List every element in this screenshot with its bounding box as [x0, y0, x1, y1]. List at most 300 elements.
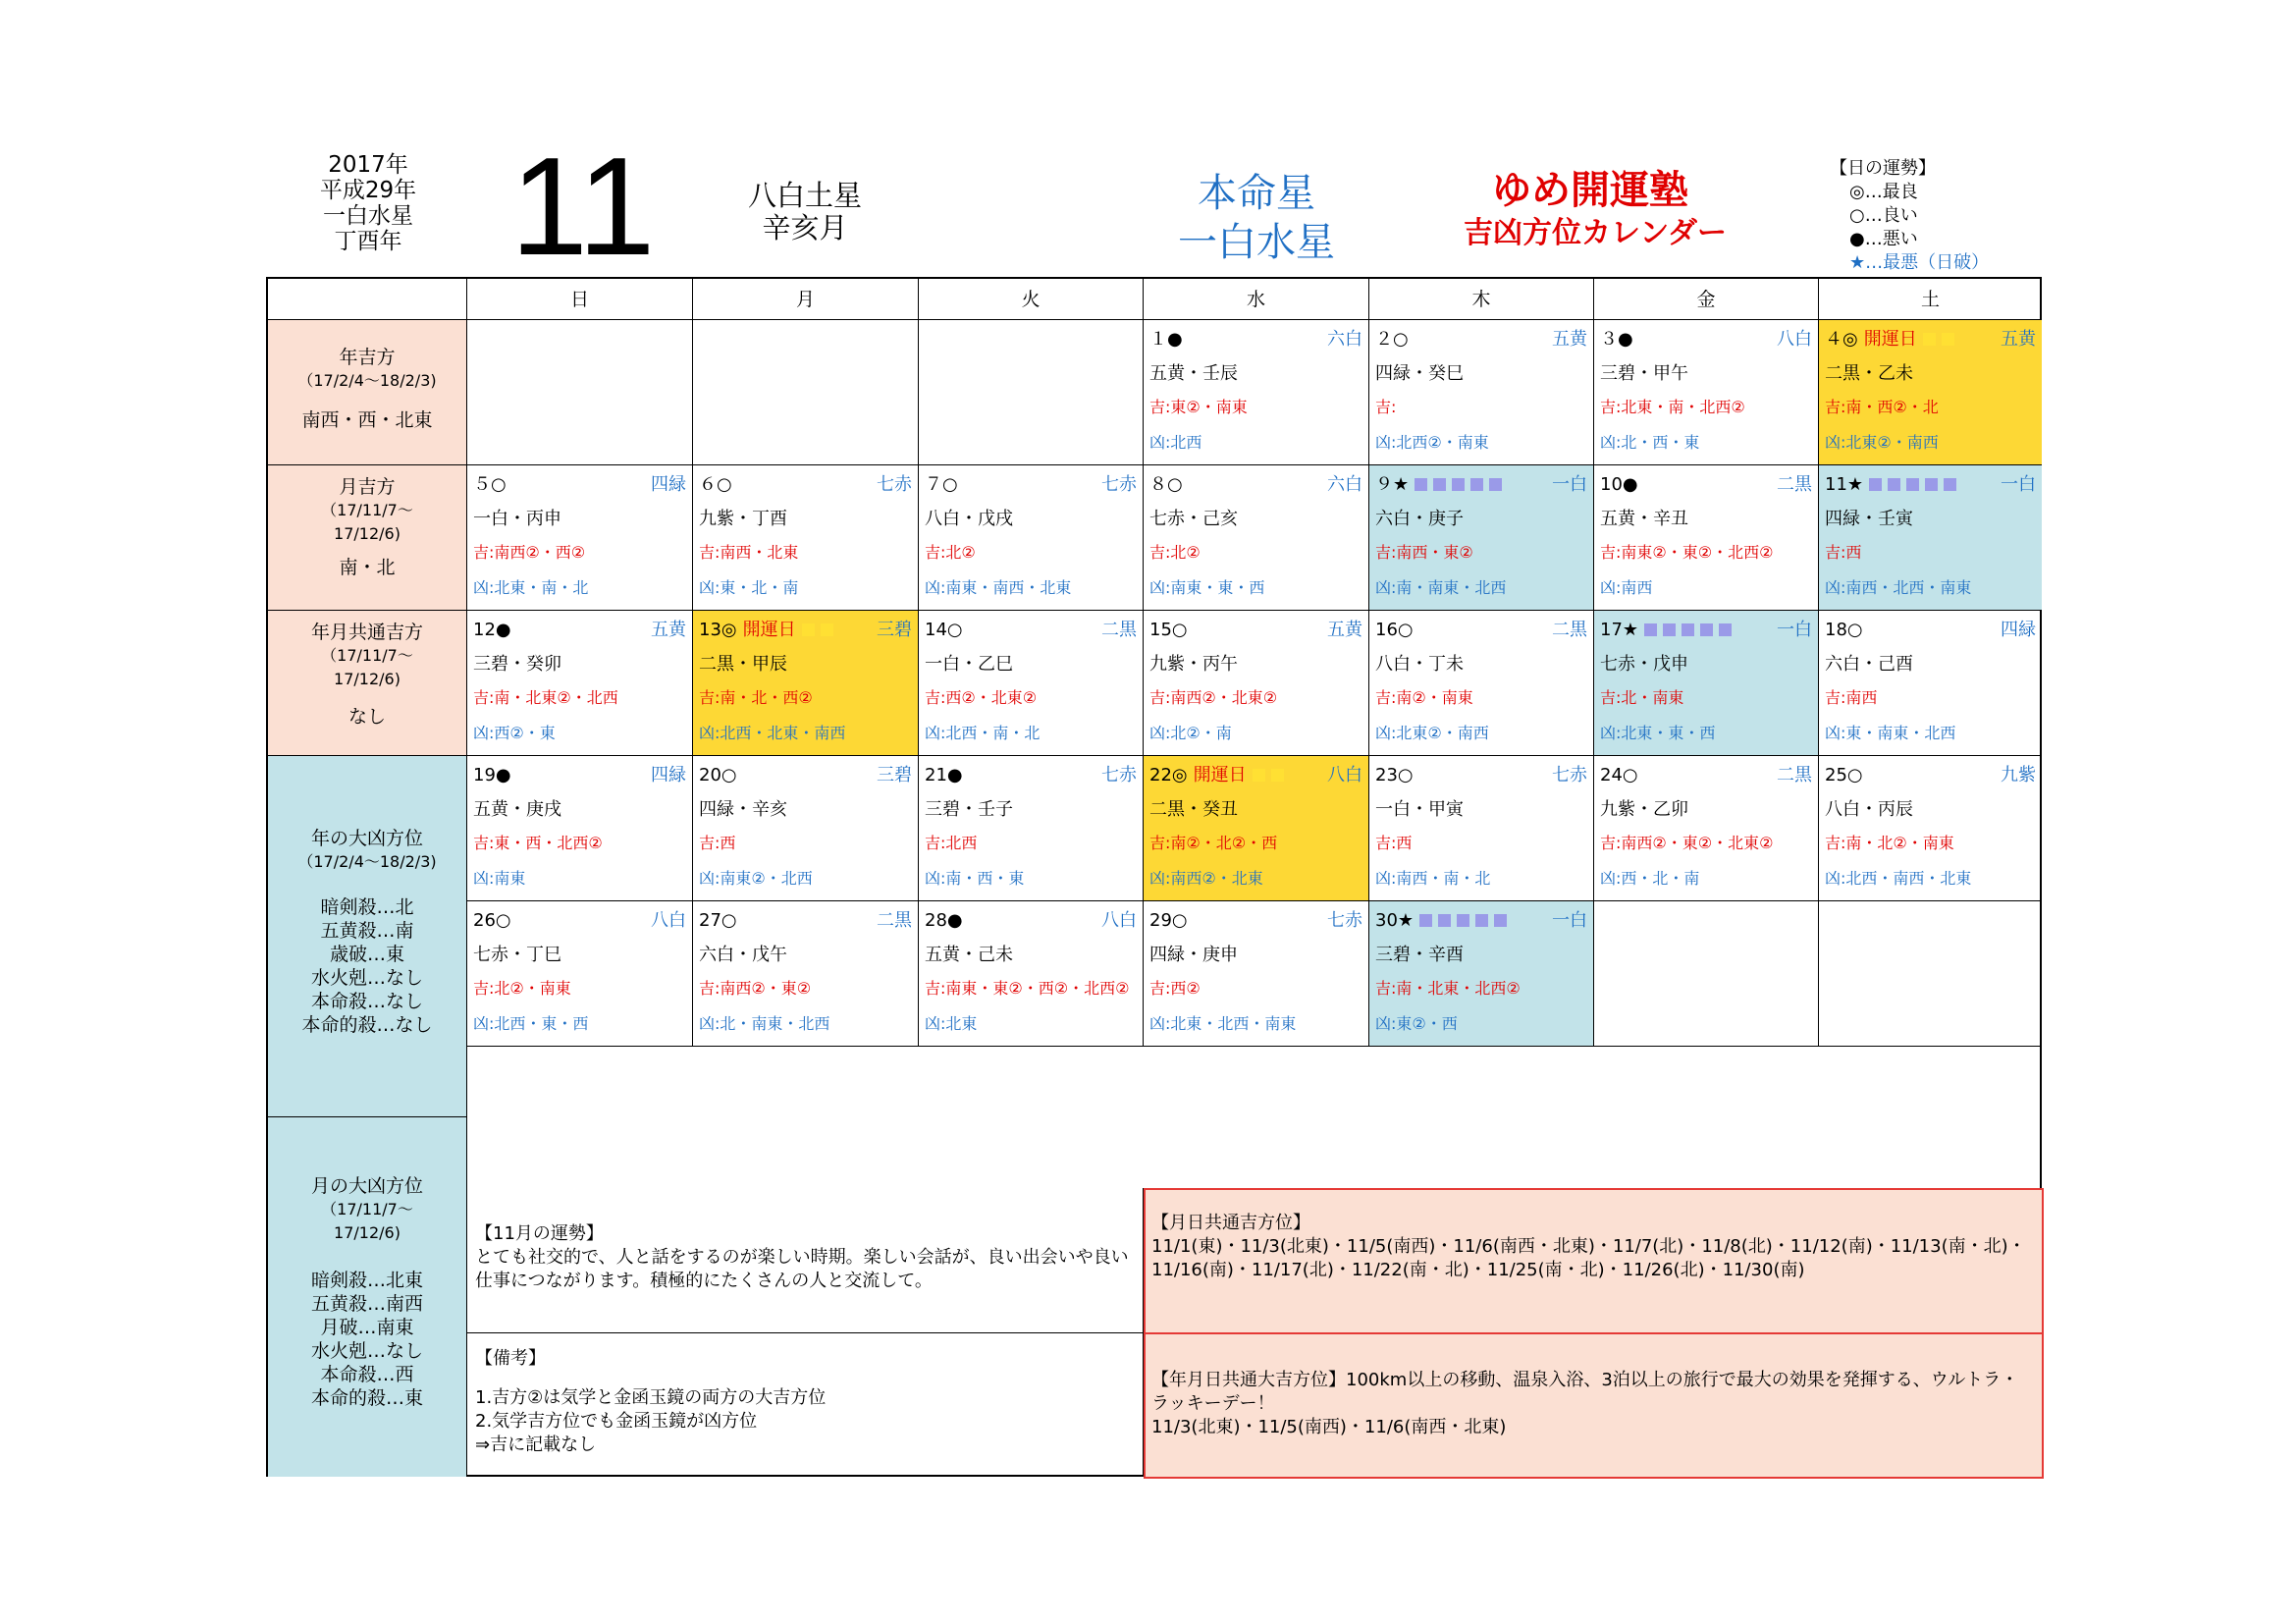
day-header — [1825, 617, 2036, 644]
monthly-fortune-text: とても社交的で、人と話をするのが楽しい時期。楽しい会話が、良い出会いや良い仕事につながります。積極的にたくさんの人と交流して。 — [475, 1247, 1129, 1291]
common-kichi-range: （17/11/7～ — [321, 646, 413, 665]
month-kichi-title: 月吉方 — [339, 476, 396, 498]
day-cell — [1594, 320, 1819, 465]
day-cell — [1369, 320, 1594, 465]
day-kyou: 凶:北東②・南西 — [1825, 433, 1939, 452]
year-kichi-title: 年吉方 — [339, 347, 396, 368]
day-kanshi: 四緑・庚申 — [1149, 945, 1238, 965]
day-number: ３● — [1600, 329, 1633, 350]
square-mark — [1942, 333, 1954, 346]
day-header — [925, 471, 1137, 499]
day-cell — [1594, 756, 1819, 901]
weekday-header: 火 — [919, 279, 1144, 320]
day-kyou: 凶:南・南東・北西 — [1375, 578, 1507, 597]
day-kyou: 凶:北東 — [925, 1014, 978, 1033]
month-star-line: 八白土星 — [747, 179, 862, 212]
day-kyou: 凶:南東・南西・北東 — [925, 578, 1072, 597]
day-kyou: 凶:北②・南 — [1149, 724, 1232, 742]
day-kichi: 吉:南・北東②・北西 — [473, 688, 618, 707]
day-kanshi: 七赤・戊申 — [1600, 654, 1688, 675]
month-daikyou-item: 本命殺…西 — [320, 1364, 414, 1385]
common-kichi-title: 年月共通吉方 — [310, 622, 423, 643]
square-mark — [1271, 769, 1284, 782]
day-kanshi: 九紫・乙卯 — [1600, 799, 1688, 820]
day-number: 13◎ — [699, 620, 737, 640]
day-number: 17★ — [1600, 620, 1639, 640]
day-star: 九紫 — [2001, 765, 2036, 785]
day-cell — [1369, 465, 1594, 611]
remarks-line: 2.気学吉方位でも金函玉鏡が凶方位 — [475, 1411, 758, 1432]
day-star: 一白 — [1777, 620, 1812, 640]
day-cell — [1369, 611, 1594, 756]
day-kanshi: 五黄・辛丑 — [1600, 509, 1688, 529]
day-number: ４◎ — [1825, 329, 1858, 350]
day-kyou: 凶:東・南東・北西 — [1825, 724, 1956, 742]
day-kichi: 吉:東②・南東 — [1149, 398, 1248, 416]
day-kyou: 凶:南西②・北東 — [1149, 869, 1263, 888]
remarks-line: 1.吉方②は気学と金函玉鏡の両方の大吉方位 — [475, 1387, 827, 1408]
day-kyou: 凶:南西・南・北 — [1375, 869, 1491, 888]
year-daikyou-item: 五黄殺…南 — [320, 920, 414, 942]
day-kichi: 吉:西② — [1149, 979, 1201, 998]
day-kyou: 凶:西・北・南 — [1600, 869, 1700, 888]
month-daikyou-range: 17/12/6) — [334, 1223, 400, 1242]
day-number: ２○ — [1375, 329, 1409, 350]
highlight-squares — [802, 620, 839, 640]
legend-item: ★…最悪（日破） — [1849, 252, 1990, 273]
day-number: 28● — [925, 910, 963, 931]
square-mark — [1700, 623, 1713, 636]
day-header — [1149, 762, 1362, 789]
day-star: 四緑 — [651, 765, 686, 785]
year-daikyou-range: （17/2/4～18/2/3) — [297, 852, 437, 871]
day-number: 10● — [1600, 474, 1638, 495]
day-star: 八白 — [1777, 329, 1812, 350]
legend-item: ●…悪い — [1849, 229, 1918, 249]
day-cell — [1594, 465, 1819, 611]
day-kanshi: 一白・乙巳 — [925, 654, 1013, 675]
day-kanshi: 六白・庚子 — [1375, 509, 1464, 529]
kaiun-day-label: 開運日 — [1863, 329, 1917, 350]
day-cell — [467, 611, 693, 756]
day-header — [473, 471, 686, 499]
day-kanshi: 八白・丁未 — [1375, 654, 1464, 675]
day-kyou: 凶:北・南東・北西 — [699, 1014, 830, 1033]
day-kyou: 凶:東・北・南 — [699, 578, 799, 597]
day-kanshi: 五黄・壬辰 — [1149, 363, 1238, 384]
day-kichi: 吉: — [1375, 398, 1397, 416]
monthly-fortune-title: 【11月の運勢】 — [475, 1223, 604, 1244]
day-cell — [693, 465, 919, 611]
day-kichi: 吉:南西②・西② — [473, 543, 586, 562]
day-number: 21● — [925, 765, 963, 785]
day-star: 一白 — [1552, 910, 1587, 931]
day-star: 五黄 — [651, 620, 686, 640]
corner-cell — [268, 279, 467, 320]
day-kanshi: 三碧・甲午 — [1600, 363, 1688, 384]
day-cell — [919, 901, 1144, 1047]
day-header — [1375, 762, 1587, 789]
day-star: 七赤 — [1101, 474, 1137, 495]
day-header — [699, 617, 912, 644]
day-star: 八白 — [1101, 910, 1137, 931]
year-kichi-value: 南西・西・北東 — [301, 409, 433, 431]
square-mark — [1923, 333, 1936, 346]
remarks — [467, 1333, 1144, 1477]
day-kanshi: 八白・戊戌 — [925, 509, 1013, 529]
calendar-grid — [266, 277, 2042, 1477]
day-star: 五黄 — [1552, 329, 1587, 350]
day-star: 七赤 — [877, 474, 912, 495]
month-daikyou-item: 水火剋…なし — [310, 1340, 423, 1362]
day-star: 四緑 — [2001, 620, 2036, 640]
highlight-squares — [1415, 474, 1508, 495]
day-kichi: 吉:南東②・東②・北西② — [1600, 543, 1774, 562]
day-kyou: 凶:北西・北東・南西 — [699, 724, 846, 742]
day-header — [1375, 617, 1587, 644]
day-kyou: 凶:南東②・北西 — [699, 869, 813, 888]
weekday-header: 水 — [1144, 279, 1369, 320]
year-line: 丁酉年 — [334, 229, 402, 254]
legend-item: ○…良い — [1849, 205, 1918, 226]
legend-title: 【日の運勢】 — [1830, 158, 1936, 179]
day-kanshi: 三碧・癸卯 — [473, 654, 561, 675]
year-daikyou-item: 歳破…東 — [329, 944, 404, 965]
year-daikyou-item: 暗剣殺…北 — [320, 896, 414, 918]
common-kichi-panel — [268, 611, 467, 756]
day-kyou: 凶:北・西・東 — [1600, 433, 1700, 452]
day-number: 11★ — [1825, 474, 1864, 495]
day-kichi: 吉:南・北・西② — [699, 688, 813, 707]
day-cell — [1819, 320, 2042, 465]
day-number: 18○ — [1825, 620, 1863, 640]
day-kichi: 吉:南・北東・北西② — [1375, 979, 1521, 998]
day-kichi: 吉:南②・南東 — [1375, 688, 1473, 707]
empty-cell — [467, 320, 693, 465]
highlight-squares — [1869, 474, 1962, 495]
day-star: 二黒 — [1777, 765, 1812, 785]
month-daikyou-panel — [268, 1117, 467, 1477]
day-kyou: 凶:南西 — [1600, 578, 1653, 597]
day-kyou: 凶:北西 — [1149, 433, 1202, 452]
square-mark — [1944, 478, 1956, 491]
day-kanshi: 九紫・丙午 — [1149, 654, 1238, 675]
day-cell — [467, 465, 693, 611]
day-star: 五黄 — [1327, 620, 1362, 640]
day-header — [1375, 326, 1587, 353]
month-daikyou-item: 月破…南東 — [320, 1317, 414, 1338]
day-kichi: 吉:北東・南・北西② — [1600, 398, 1745, 416]
empty-cell — [693, 320, 919, 465]
day-number: 30★ — [1375, 910, 1415, 931]
day-kichi: 吉:東・西・北西② — [473, 834, 603, 852]
square-mark — [1869, 478, 1882, 491]
honmei-star — [1148, 169, 1364, 267]
month-star — [717, 180, 893, 244]
square-mark — [1433, 478, 1446, 491]
year-daikyou-item: 本命的殺…なし — [301, 1014, 433, 1036]
square-mark — [1644, 623, 1657, 636]
year-kichi-panel — [268, 320, 467, 465]
day-kyou: 凶:北東・北西・南東 — [1149, 1014, 1297, 1033]
square-mark — [1253, 769, 1265, 782]
day-number: ８○ — [1149, 474, 1183, 495]
day-cell — [1594, 611, 1819, 756]
kaiun-day-label: 開運日 — [742, 620, 796, 640]
day-number: 19● — [473, 765, 511, 785]
day-kyou: 凶:北西②・南東 — [1375, 433, 1489, 452]
highlight-squares — [1253, 765, 1290, 785]
day-header — [1149, 907, 1362, 935]
monthly-fortune — [467, 1188, 1144, 1333]
day-header — [1600, 762, 1812, 789]
kaiun-day-label: 開運日 — [1193, 765, 1247, 785]
honmei-value: 一白水星 — [1178, 220, 1335, 265]
day-star: 二黒 — [1552, 620, 1587, 640]
weekday-header: 土 — [1819, 279, 2042, 320]
day-kanshi: 六白・戊午 — [699, 945, 787, 965]
day-kichi: 吉:西 — [699, 834, 736, 852]
square-mark — [1682, 623, 1694, 636]
day-star: 三碧 — [877, 620, 912, 640]
day-kanshi: 二黒・乙未 — [1825, 363, 1913, 384]
day-cell — [1369, 901, 1594, 1047]
day-kyou: 凶:南西・北西・南東 — [1825, 578, 1972, 597]
year-line: 一白水星 — [323, 203, 413, 229]
square-mark — [1470, 478, 1483, 491]
day-kyou: 凶:北西・南・北 — [925, 724, 1041, 742]
day-kyou: 凶:北東・東・西 — [1600, 724, 1716, 742]
square-mark — [1475, 914, 1488, 927]
highlight-squares — [1419, 910, 1513, 931]
day-cell — [1819, 611, 2042, 756]
day-kyou: 凶:南東・東・西 — [1149, 578, 1265, 597]
square-mark — [1452, 478, 1465, 491]
day-kichi: 吉:南西・東② — [1375, 543, 1473, 562]
day-star: 六白 — [1327, 474, 1362, 495]
day-header — [1375, 471, 1587, 499]
day-kanshi: 七赤・丁巳 — [473, 945, 561, 965]
common-kichi-range: 17/12/6) — [334, 670, 400, 688]
year-line: 平成29年 — [319, 178, 417, 203]
day-star: 八白 — [651, 910, 686, 931]
day-header — [1149, 471, 1362, 499]
calendar-subtitle: 吉凶方位カレンダー — [1463, 216, 1728, 250]
day-cell — [1819, 756, 2042, 901]
common-kichi-value: なし — [347, 706, 386, 728]
day-star: 七赤 — [1101, 765, 1137, 785]
honmei-label: 本命星 — [1198, 171, 1315, 216]
month-number: 11 — [510, 129, 656, 285]
day-number: 12● — [473, 620, 511, 640]
day-kanshi: 四緑・壬寅 — [1825, 509, 1913, 529]
day-kichi: 吉:南東・東②・西②・北西② — [925, 979, 1130, 998]
day-kanshi: 四緑・辛亥 — [699, 799, 787, 820]
day-kichi: 吉:南西 — [1825, 688, 1878, 707]
year-daikyou-panel — [268, 756, 467, 1117]
square-mark — [1888, 478, 1900, 491]
day-header — [473, 907, 686, 935]
month-daikyou-item: 本命的殺…東 — [310, 1387, 423, 1409]
day-kichi: 吉:南西・北東 — [699, 543, 799, 562]
day-kanshi: 三碧・壬子 — [925, 799, 1013, 820]
square-mark — [1415, 478, 1427, 491]
big-kichi-text: 100km以上の移動、温泉入浴、3泊以上の旅行で最大の効果を発揮する、ウルトラ・ラッキーデー！ — [1151, 1370, 2019, 1414]
day-header — [699, 762, 912, 789]
day-kyou: 凶:北西・南西・北東 — [1825, 869, 1972, 888]
day-kichi: 吉:北② — [925, 543, 976, 562]
day-header — [473, 762, 686, 789]
day-kanshi: 五黄・己未 — [925, 945, 1013, 965]
day-cell — [919, 465, 1144, 611]
highlight-squares — [1923, 329, 1960, 350]
day-kichi: 吉:北②・南東 — [473, 979, 571, 998]
day-header — [1149, 326, 1362, 353]
day-cell — [1144, 465, 1369, 611]
empty-cell — [919, 320, 1144, 465]
day-kyou: 凶:北東・南・北 — [473, 578, 589, 597]
big-kichi — [1144, 1332, 2044, 1479]
month-daikyou-range: （17/11/7～ — [321, 1200, 413, 1218]
day-number: ６○ — [699, 474, 732, 495]
day-kichi: 吉:西 — [1825, 543, 1862, 562]
year-line: 2017年 — [328, 152, 408, 178]
month-kichi-panel — [268, 465, 467, 611]
remarks-line: ⇒吉に記載なし — [475, 1435, 597, 1455]
day-star: 七赤 — [1327, 910, 1362, 931]
square-mark — [821, 623, 833, 636]
common-day-kichi — [1144, 1188, 2044, 1334]
highlight-squares — [1644, 620, 1737, 640]
day-cell — [1819, 465, 2042, 611]
day-number: ７○ — [925, 474, 958, 495]
day-kanshi: 一白・甲寅 — [1375, 799, 1464, 820]
day-header — [1600, 326, 1812, 353]
month-star-line: 辛亥月 — [762, 211, 848, 244]
day-cell — [919, 611, 1144, 756]
day-number: 24○ — [1600, 765, 1638, 785]
month-kichi-range: 17/12/6) — [334, 524, 400, 543]
day-header — [699, 907, 912, 935]
month-kichi-value: 南・北 — [339, 557, 396, 578]
day-number: 14○ — [925, 620, 963, 640]
day-kichi: 吉:北・南東 — [1600, 688, 1684, 707]
day-number: 22◎ — [1149, 765, 1188, 785]
day-cell — [467, 756, 693, 901]
day-kanshi: 二黒・甲辰 — [699, 654, 787, 675]
day-kichi: 吉:南西②・北東② — [1149, 688, 1278, 707]
big-kichi-title: 【年月日共通大吉方位】 — [1151, 1370, 1346, 1390]
day-kyou: 凶:南・西・東 — [925, 869, 1025, 888]
day-kichi: 吉:南西②・東② — [699, 979, 812, 998]
day-cell — [1144, 756, 1369, 901]
month-daikyou-item: 五黄殺…南西 — [310, 1293, 423, 1315]
year-kichi-range: （17/2/4～18/2/3) — [297, 371, 437, 390]
day-kichi: 吉:北② — [1149, 543, 1201, 562]
legend — [1830, 157, 1989, 275]
square-mark — [1419, 914, 1432, 927]
day-cell — [467, 901, 693, 1047]
day-kyou: 凶:東②・西 — [1375, 1014, 1458, 1033]
day-star: 二黒 — [877, 910, 912, 931]
day-star: 二黒 — [1101, 620, 1137, 640]
day-cell — [693, 611, 919, 756]
day-kichi: 吉:西②・北東② — [925, 688, 1038, 707]
day-header — [1825, 471, 2036, 499]
day-star: 四緑 — [651, 474, 686, 495]
day-kanshi: 六白・己酉 — [1825, 654, 1913, 675]
day-kanshi: 九紫・丁酉 — [699, 509, 787, 529]
day-cell — [919, 756, 1144, 901]
square-mark — [1494, 914, 1507, 927]
day-star: 八白 — [1327, 765, 1362, 785]
day-number: 26○ — [473, 910, 511, 931]
weekday-header: 金 — [1594, 279, 1819, 320]
weekday-header: 木 — [1369, 279, 1594, 320]
day-star: 三碧 — [877, 765, 912, 785]
day-star: 五黄 — [2001, 329, 2036, 350]
day-header — [1149, 617, 1362, 644]
square-mark — [1663, 623, 1676, 636]
day-kanshi: 七赤・己亥 — [1149, 509, 1238, 529]
day-cell — [1369, 756, 1594, 901]
day-kyou: 凶:南東 — [473, 869, 526, 888]
empty-cell — [1819, 901, 2042, 1047]
day-star: 六白 — [1327, 329, 1362, 350]
day-kanshi: 五黄・庚戌 — [473, 799, 561, 820]
brand-title: ゆめ開運塾 — [1492, 168, 1688, 213]
legend-item: ◎…最良 — [1849, 182, 1918, 202]
day-kanshi: 一白・丙申 — [473, 509, 561, 529]
day-star: 二黒 — [1777, 474, 1812, 495]
month-kichi-range: （17/11/7～ — [321, 501, 413, 519]
year-daikyou-item: 本命殺…なし — [310, 991, 423, 1012]
day-star: 一白 — [2001, 474, 2036, 495]
square-mark — [1719, 623, 1732, 636]
day-cell — [1144, 901, 1369, 1047]
day-kichi: 吉:南・西②・北 — [1825, 398, 1939, 416]
day-header — [925, 762, 1137, 789]
day-number: 16○ — [1375, 620, 1414, 640]
day-kichi: 吉:南西②・東②・北東② — [1600, 834, 1774, 852]
day-cell — [1144, 320, 1369, 465]
year-info — [265, 152, 471, 254]
day-kichi: 吉:南・北②・南東 — [1825, 834, 1954, 852]
day-header — [925, 907, 1137, 935]
day-kyou: 凶:北東②・南西 — [1375, 724, 1489, 742]
year-daikyou-item: 水火剋…なし — [310, 967, 423, 989]
day-number: 29○ — [1149, 910, 1188, 931]
day-kanshi: 八白・丙辰 — [1825, 799, 1913, 820]
common-day-title: 【月日共通吉方位】 — [1151, 1213, 1310, 1233]
day-number: 25○ — [1825, 765, 1863, 785]
year-daikyou-title: 年の大凶方位 — [310, 828, 423, 849]
day-kichi: 吉:西 — [1375, 834, 1413, 852]
remarks-title: 【備考】 — [475, 1348, 546, 1369]
day-cell — [1144, 611, 1369, 756]
day-star: 七赤 — [1552, 765, 1587, 785]
common-day-text: 11/1(東)・11/3(北東)・11/5(南西)・11/6(南西・北東)・11/7(北)・11/8(北)・11/12(南)・11/13(南・北)・11/16(南)・11/17(北)・11/22(南・北)・11/25(南・北)・11/26(北)・11/30(南) — [1151, 1236, 2026, 1280]
square-mark — [1925, 478, 1938, 491]
day-number: 20○ — [699, 765, 737, 785]
empty-cell — [1594, 901, 1819, 1047]
weekday-header: 月 — [693, 279, 919, 320]
square-mark — [1906, 478, 1919, 491]
day-number: ５○ — [473, 474, 507, 495]
day-header — [699, 471, 912, 499]
day-kanshi: 二黒・癸丑 — [1149, 799, 1238, 820]
day-kyou: 凶:北西・東・西 — [473, 1014, 589, 1033]
